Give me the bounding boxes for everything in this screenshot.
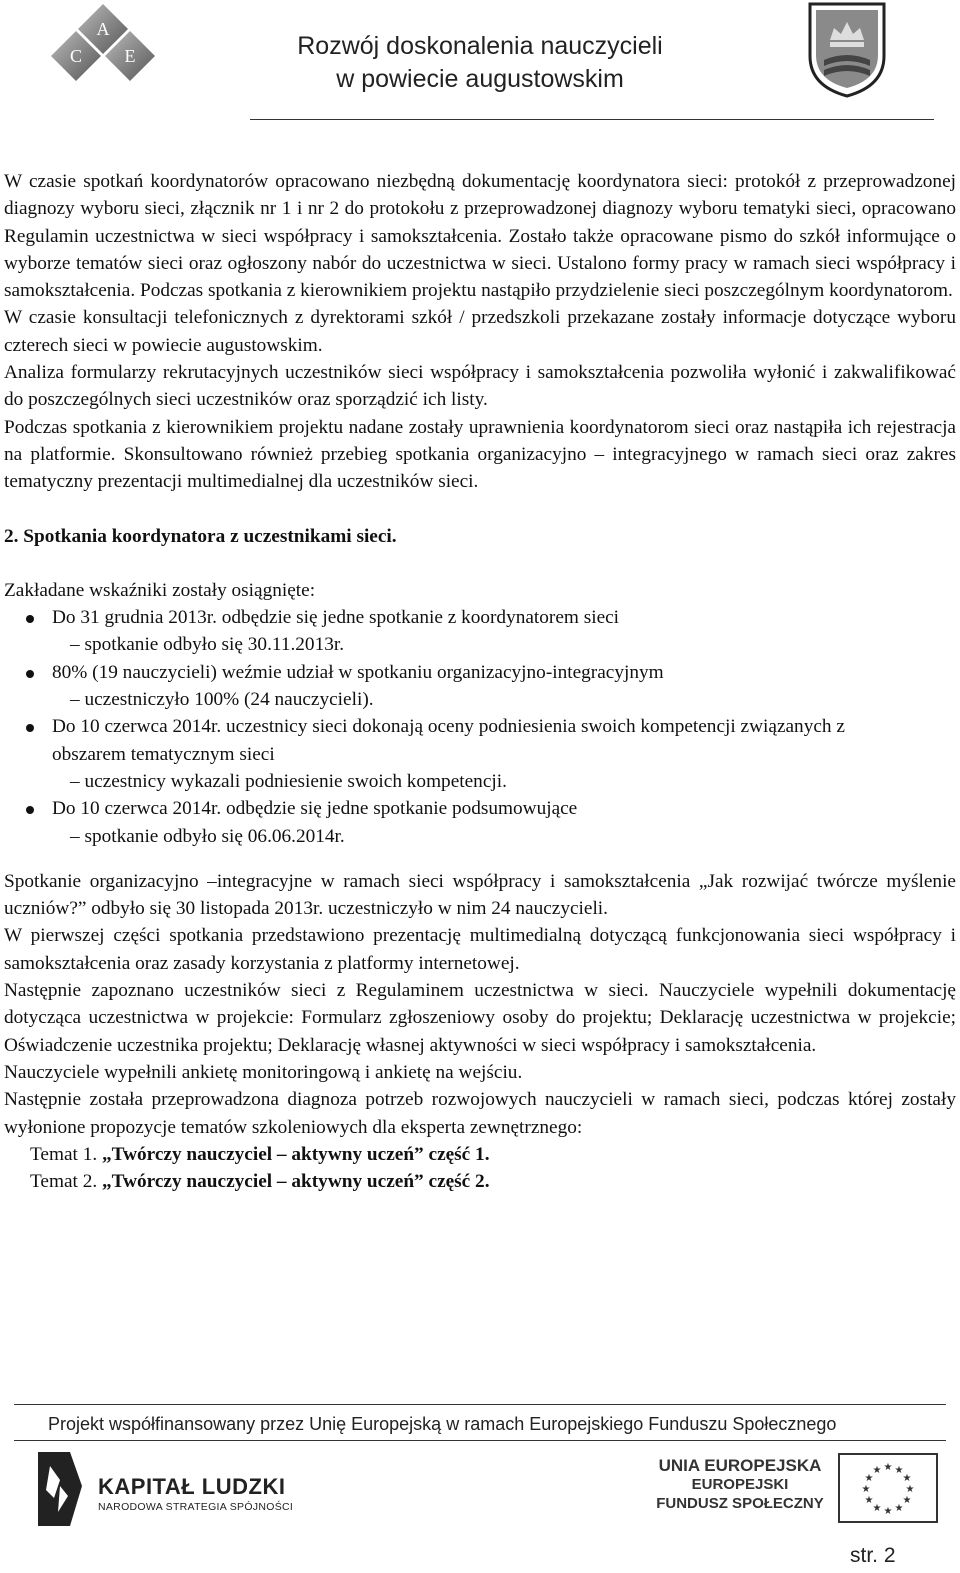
indicator-result: – spotkanie odbyło się 30.11.2013r. <box>70 634 345 656</box>
svg-text:★: ★ <box>864 1473 874 1484</box>
bullet-icon <box>26 806 34 814</box>
svg-text:★: ★ <box>864 1495 874 1506</box>
svg-text:★: ★ <box>872 1465 882 1476</box>
indicator-result: – uczestnicy wykazali podniesienie swoich kompetencji. <box>70 770 507 792</box>
header-title <box>250 30 710 96</box>
intro-paragraph-4: Podczas spotkania z kierownikiem projektu nadane zostały uprawnienia koordynatorom sieci oraz nastąpiła ich rejestracja na platformie. Skonsultowano również przebieg spotkania organizacyjno – integracyjnego w ramach sieci oraz zakres tematyczny prezentacji multimedialnej dla uczestników sieci. <box>4 416 956 493</box>
svg-text:★: ★ <box>883 1462 893 1473</box>
topic-1 <box>4 1141 956 1168</box>
list-item <box>4 795 956 850</box>
kapital-ludzki-logo <box>98 1474 293 1513</box>
intro-paragraph-3: Analiza formularzy rekrutacyjnych uczestników sieci współpracy i samokształcenia pozwoliła wyłonić i zakwalifikować do poszczególnych sieci uczestników oraz sporządzić ich listy. <box>4 362 956 411</box>
cae-logo <box>48 2 158 82</box>
page-number: str. 2 <box>850 1544 896 1567</box>
footer-divider-bottom <box>14 1440 946 1441</box>
list-item <box>4 659 956 714</box>
meeting-paragraph-1: Spotkanie organizacyjno –integracyjne w ramach sieci współpracy i samokształcenia „Jak rozwijać twórcze myślenie uczniów?” odbyło się 30 listopada 2013r. uczestniczyło w nim 24 nauczycieli. <box>4 870 956 920</box>
kapital-ludzki-icon <box>30 1446 90 1532</box>
meeting-paragraph-5: Następnie została przeprowadzona diagnoza potrzeb rozwojowych nauczycieli w ramach sieci, podczas której zostały wyłonione propozycje tematów szkoleniowych dla eksperta zewnętrznego: <box>4 1089 956 1138</box>
eu-line-3: FUNDUSZ SPOŁECZNY <box>656 1495 824 1512</box>
meeting-paragraph-3: Następnie zapoznano uczestników sieci z Regulaminem uczestnictwa w sieci. Nauczyciele wypełnili dokumentację dotycząca uczestnictwa w projekcie: Formularz zgłoszeniowy osoby do projektu; Deklarację uczestnictwa w projekcie; Oświadczenie uczestnika projektu; Deklarację własnej aktywności w sieci współpracy i samokształcenia. <box>4 980 956 1056</box>
meeting-paragraph-2: W pierwszej części spotkania przedstawiono prezentację multimedialną dotyczącą funkcjonowania sieci współpracy i samokształcenia oraz zasady korzystania z platformy internetowej. <box>4 925 956 974</box>
coat-of-arms-icon <box>806 0 888 98</box>
eu-flag-icon <box>838 1453 938 1523</box>
svg-text:★: ★ <box>905 1484 915 1495</box>
indicators-intro: Zakładane wskaźniki zostały osiągnięte: <box>4 579 316 601</box>
footer-project-text: Projekt współfinansowany przez Unię Europejską w ramach Europejskiego Funduszu Społecznego <box>48 1414 837 1434</box>
header-title-line2: w powiecie augustowskim <box>336 65 624 93</box>
list-item <box>4 604 956 659</box>
eu-text-block <box>654 1456 826 1513</box>
indicator-goal: Do 31 grudnia 2013r. odbędzie się jedne spotkanie z koordynatorem sieci <box>52 607 620 629</box>
svg-text:★: ★ <box>872 1503 882 1514</box>
bullet-icon <box>26 670 34 678</box>
intro-paragraph-2: W czasie konsultacji telefonicznych z dyrektorami szkół / przedszkoli przekazane zostały informacje dotyczące wyboru czterech sieci w powiecie augustowskim. <box>4 307 956 356</box>
kapital-ludzki-subtitle: NARODOWA STRATEGIA SPÓJNOŚCI <box>98 1501 294 1513</box>
meeting-paragraph-4: Nauczyciele wypełnili ankietę monitoringową i ankietę na wejściu. <box>4 1061 523 1083</box>
topic-label: Temat 1. <box>30 1143 98 1165</box>
cae-letter-c: C <box>69 46 83 66</box>
eu-line-1: UNIA EUROPEJSKA <box>658 1456 822 1475</box>
svg-text:★: ★ <box>894 1503 904 1514</box>
kapital-ludzki-title: KAPITAŁ LUDZKI <box>98 1474 286 1499</box>
document-body <box>4 168 956 1195</box>
indicators-list <box>4 604 956 850</box>
section-heading: 2. Spotkania koordynatora z uczestnikami sieci. <box>4 525 397 547</box>
topic-title: „Twórczy nauczyciel – aktywny uczeń” część 2. <box>102 1171 490 1193</box>
page-header <box>0 0 960 124</box>
eu-line-2: EUROPEJSKI <box>691 1476 789 1493</box>
topic-label: Temat 2. <box>30 1171 98 1193</box>
svg-text:★: ★ <box>894 1465 904 1476</box>
list-item <box>4 713 956 795</box>
cae-letter-a: A <box>96 19 110 39</box>
intro-paragraph-1: W czasie spotkań koordynatorów opracowano niezbędną dokumentację koordynatora sieci: protokół z przeprowadzonej diagnozy wyboru sieci, złącznik nr 1 i nr 2 do protokołu z przeprowadzonej diagnozy wyboru tematyki sieci, opracowano Regulamin uczestnictwa w sieci współpracy i samokształcenia. Zostało także opracowane pismo do szkół informujące o wyborze tematów sieci oraz ogłoszony nabór do uczestnictwa w sieci. Ustalono formy pracy w ramach sieci współpracy i samokształcenia. Podczas spotkania z kierownikiem projektu nastąpiło przydzielenie sieci poszczególnym koordynatorom. <box>4 171 956 302</box>
indicator-goal: 80% (19 nauczycieli) weźmie udział w spotkaniu organizacyjno-integracyjnym <box>52 661 664 683</box>
bullet-icon <box>26 615 34 623</box>
svg-text:★: ★ <box>883 1506 893 1517</box>
indicator-result: – uczestniczyło 100% (24 nauczycieli). <box>70 689 374 711</box>
header-divider <box>250 119 934 120</box>
header-title-line1: Rozwój doskonalenia nauczycieli <box>297 32 663 60</box>
svg-text:★: ★ <box>861 1484 871 1495</box>
indicator-goal: Do 10 czerwca 2014r. uczestnicy sieci dokonają oceny podniesienia swoich kompetencji związanych z obszarem tematycznym sieci <box>52 716 845 765</box>
svg-text:★: ★ <box>902 1473 912 1484</box>
indicator-result: – spotkanie odbyło się 06.06.2014r. <box>70 825 345 847</box>
svg-text:★: ★ <box>902 1495 912 1506</box>
topic-title: „Twórczy nauczyciel – aktywny uczeń” część 1. <box>102 1143 490 1165</box>
footer-divider-top <box>14 1404 946 1405</box>
bullet-icon <box>26 724 34 732</box>
indicator-goal: Do 10 czerwca 2014r. odbędzie się jedne spotkanie podsumowujące <box>52 798 578 820</box>
cae-letter-e: E <box>124 46 136 66</box>
topic-2 <box>4 1168 956 1195</box>
